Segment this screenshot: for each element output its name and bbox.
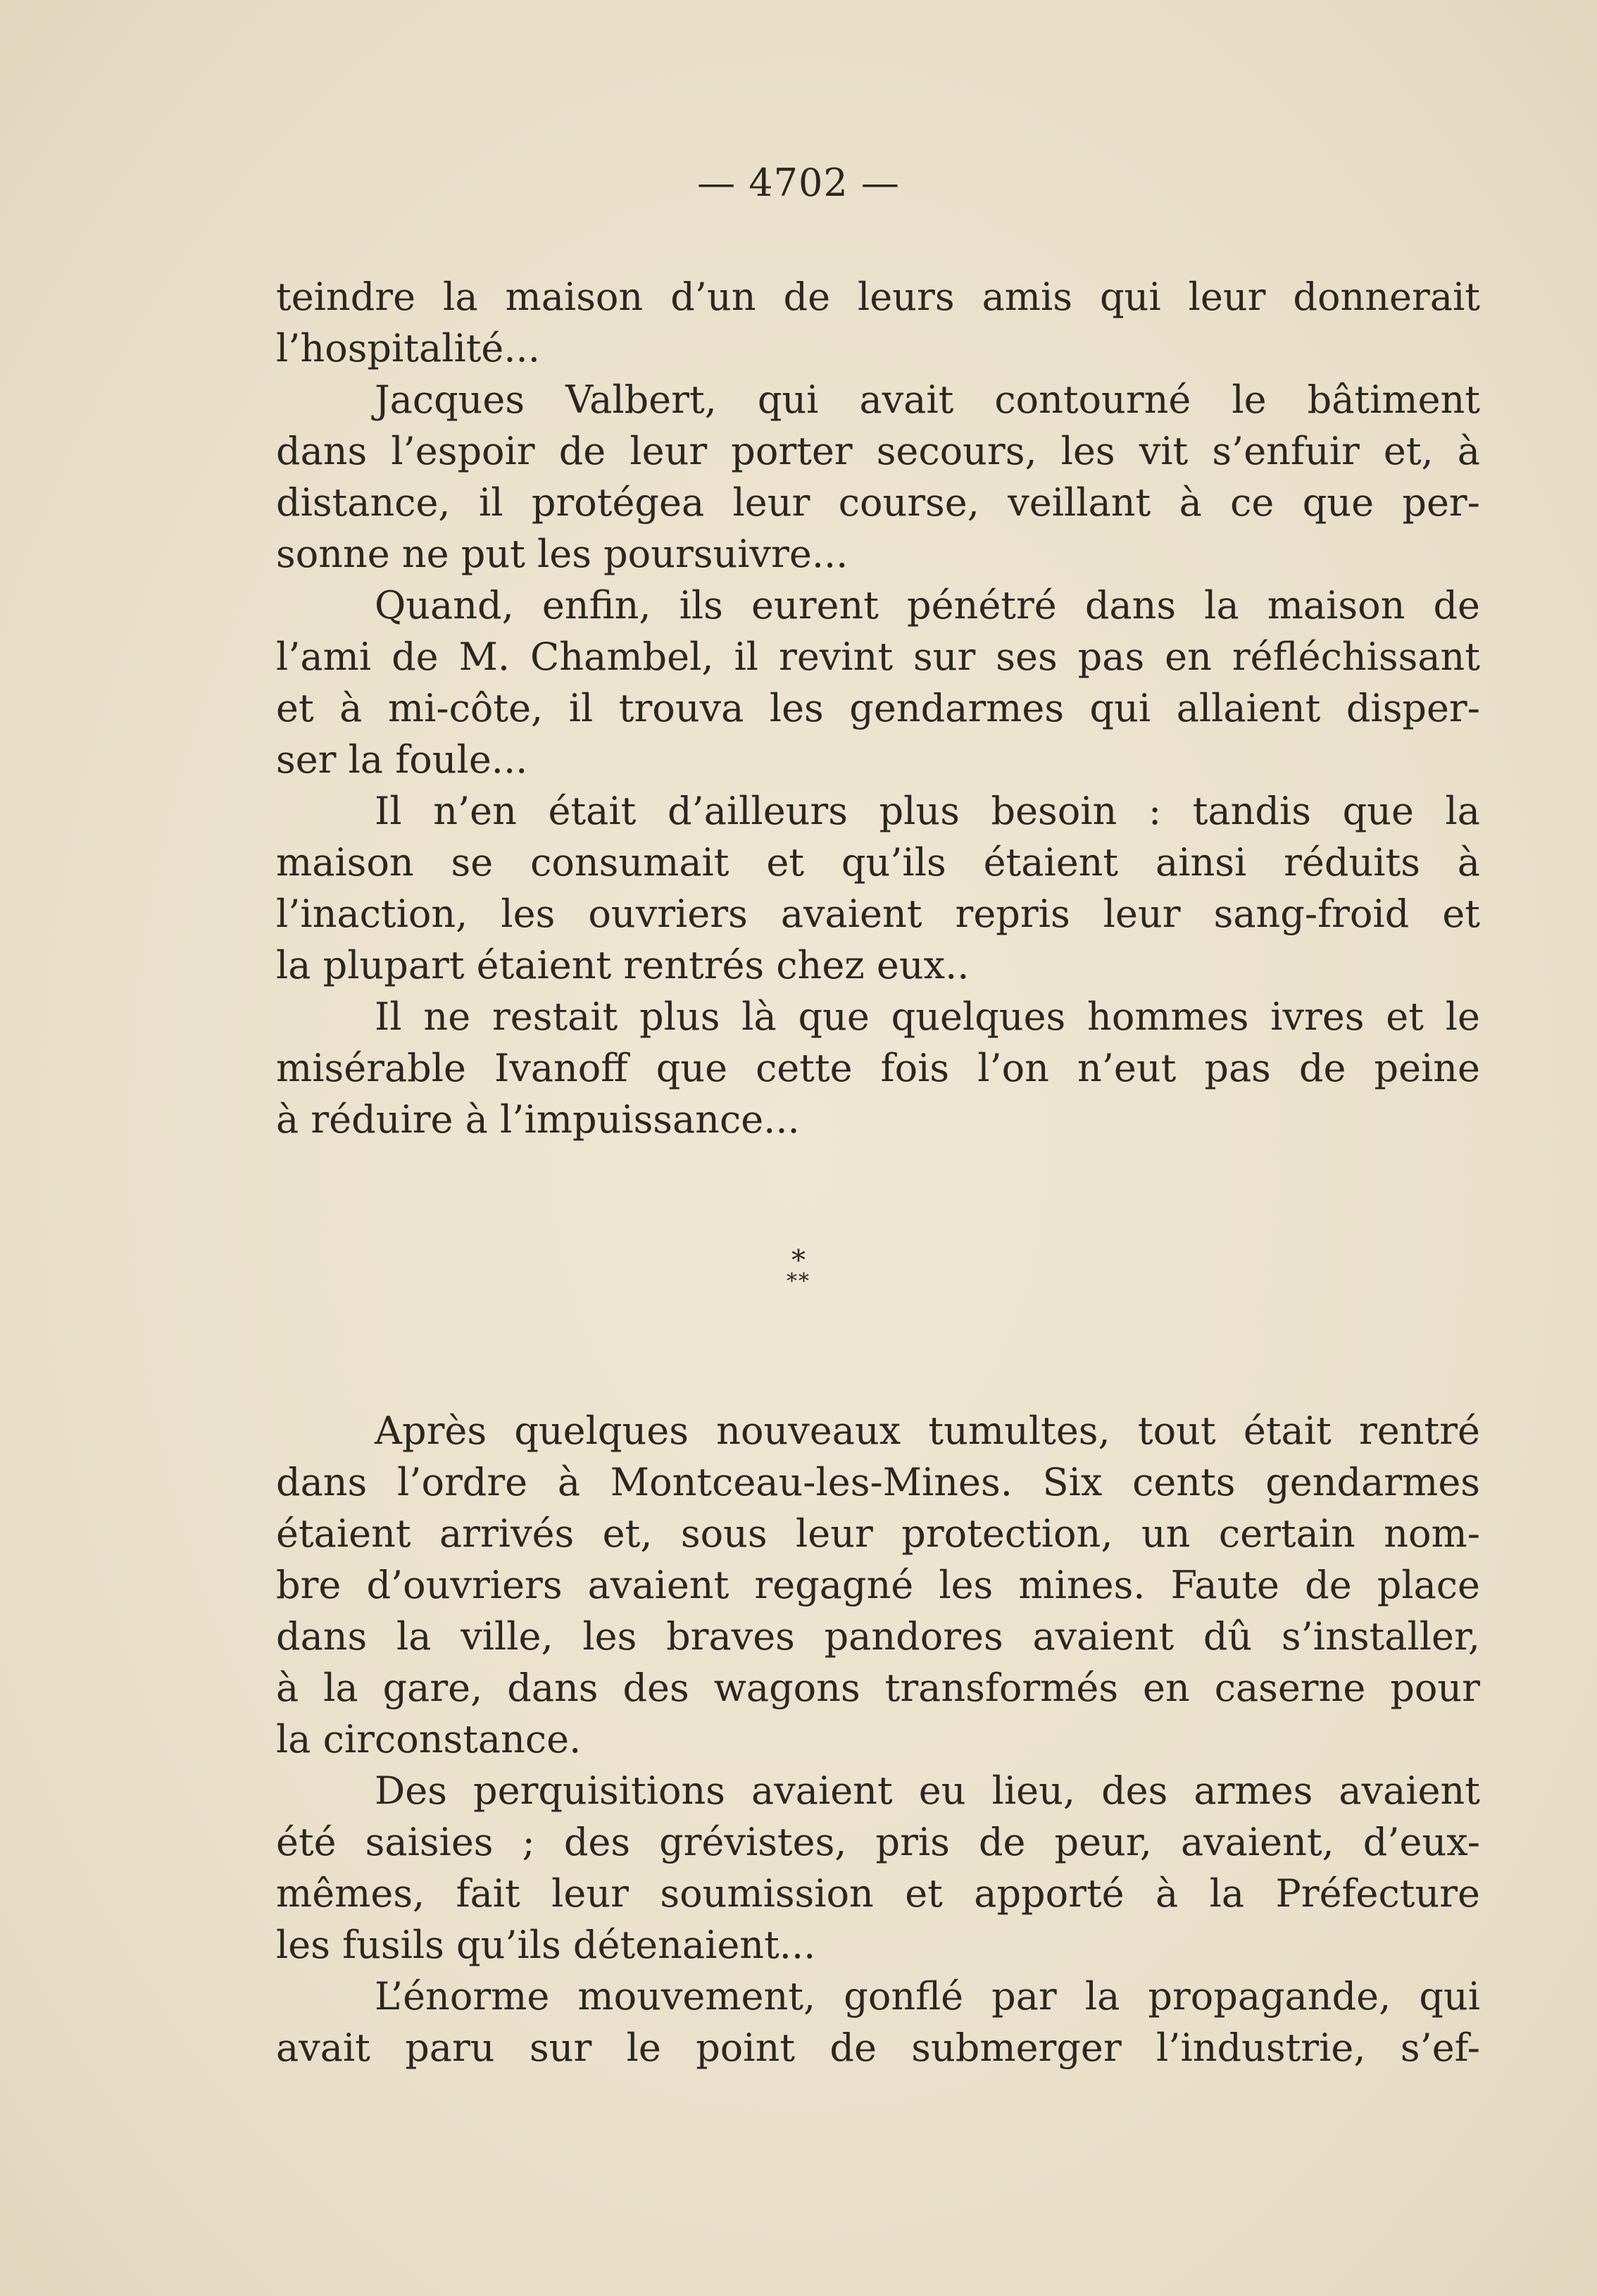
text-section-1 — [276, 271, 1480, 1145]
text-line: et à mi-côte, il trouva les gendarmes qui allaient disper- — [276, 686, 1480, 730]
text-line: l’ami de M. Chambel, il revint sur ses pas en réfléchissant — [276, 635, 1480, 679]
paragraph — [276, 580, 1480, 785]
text-line: Quand, enfin, ils eurent pénétré dans la maison de — [375, 583, 1480, 628]
paragraph — [276, 991, 1480, 1145]
text-line: teindre la maison d’un de leurs amis qui leur donnerait — [276, 275, 1480, 319]
text-section-2 — [276, 1405, 1480, 2073]
text-line: distance, il protégea leur course, veillant à ce que per- — [276, 480, 1480, 525]
text-line: maison se consumait et qu’ils étaient ainsi réduits à — [276, 840, 1480, 885]
text-line: la plupart étaient rentrés chez eux.. — [276, 943, 970, 987]
paragraph — [276, 271, 1480, 374]
text-line: ser la foule... — [276, 737, 528, 782]
text-line: bre d’ouvriers avaient regagné les mines. Faute de place — [276, 1563, 1480, 1607]
text-line: Il n’en était d’ailleurs plus besoin : tandis que la — [375, 789, 1480, 833]
paragraph — [276, 1765, 1480, 1971]
text-line: dans la ville, les braves pandores avaient dû s’installer, — [276, 1614, 1480, 1659]
asterism-top-star: * — [791, 1244, 806, 1277]
text-line: dans l’ordre à Montceau-les-Mines. Six cents gendarmes — [276, 1460, 1480, 1504]
text-line: Jacques Valbert, qui avait contourné le bâtiment — [375, 378, 1480, 422]
text-line: Il ne restait plus là que quelques hommes ivres et le — [375, 994, 1480, 1039]
text-line: sonne ne put les poursuivre... — [276, 532, 848, 576]
paragraph — [276, 374, 1480, 580]
paragraph — [276, 1405, 1480, 1765]
text-line: mêmes, fait leur soumission et apporté à la Préfecture — [276, 1871, 1480, 1916]
text-line: misérable Ivanoff que cette fois l’on n’eut pas de peine — [276, 1046, 1480, 1090]
text-line: à la gare, dans des wagons transformés en caserne pour — [276, 1666, 1480, 1710]
paragraph — [276, 785, 1480, 991]
text-line: la circonstance. — [276, 1717, 582, 1761]
text-line: été saisies ; des grévistes, pris de peur, avaient, d’eux- — [276, 1820, 1480, 1864]
text-line: Des perquisitions avaient eu lieu, des armes avaient — [375, 1768, 1480, 1813]
text-line: à réduire à l’impuissance... — [276, 1097, 800, 1142]
asterism-bottom-stars: ** — [787, 1269, 810, 1294]
paragraph — [276, 1971, 1480, 2073]
text-line: avait paru sur le point de submerger l’industrie, s’ef- — [276, 2026, 1480, 2070]
text-line: les fusils qu’ils détenaient... — [276, 1923, 816, 1967]
text-line: l’inaction, les ouvriers avaient repris leur sang-froid et — [276, 892, 1480, 936]
text-line: L’énorme mouvement, gonflé par la propagande, qui — [375, 1974, 1480, 2019]
text-line: l’hospitalité... — [276, 326, 540, 370]
text-line: étaient arrivés et, sous leur protection, un certain nom- — [276, 1511, 1480, 1556]
asterism-separator — [0, 1244, 1597, 1294]
text-line: dans l’espoir de leur porter secours, les vit s’enfuir et, à — [276, 429, 1480, 473]
page-number: — 4702 — — [697, 161, 900, 205]
text-line: Après quelques nouveaux tumultes, tout était rentré — [375, 1409, 1480, 1453]
